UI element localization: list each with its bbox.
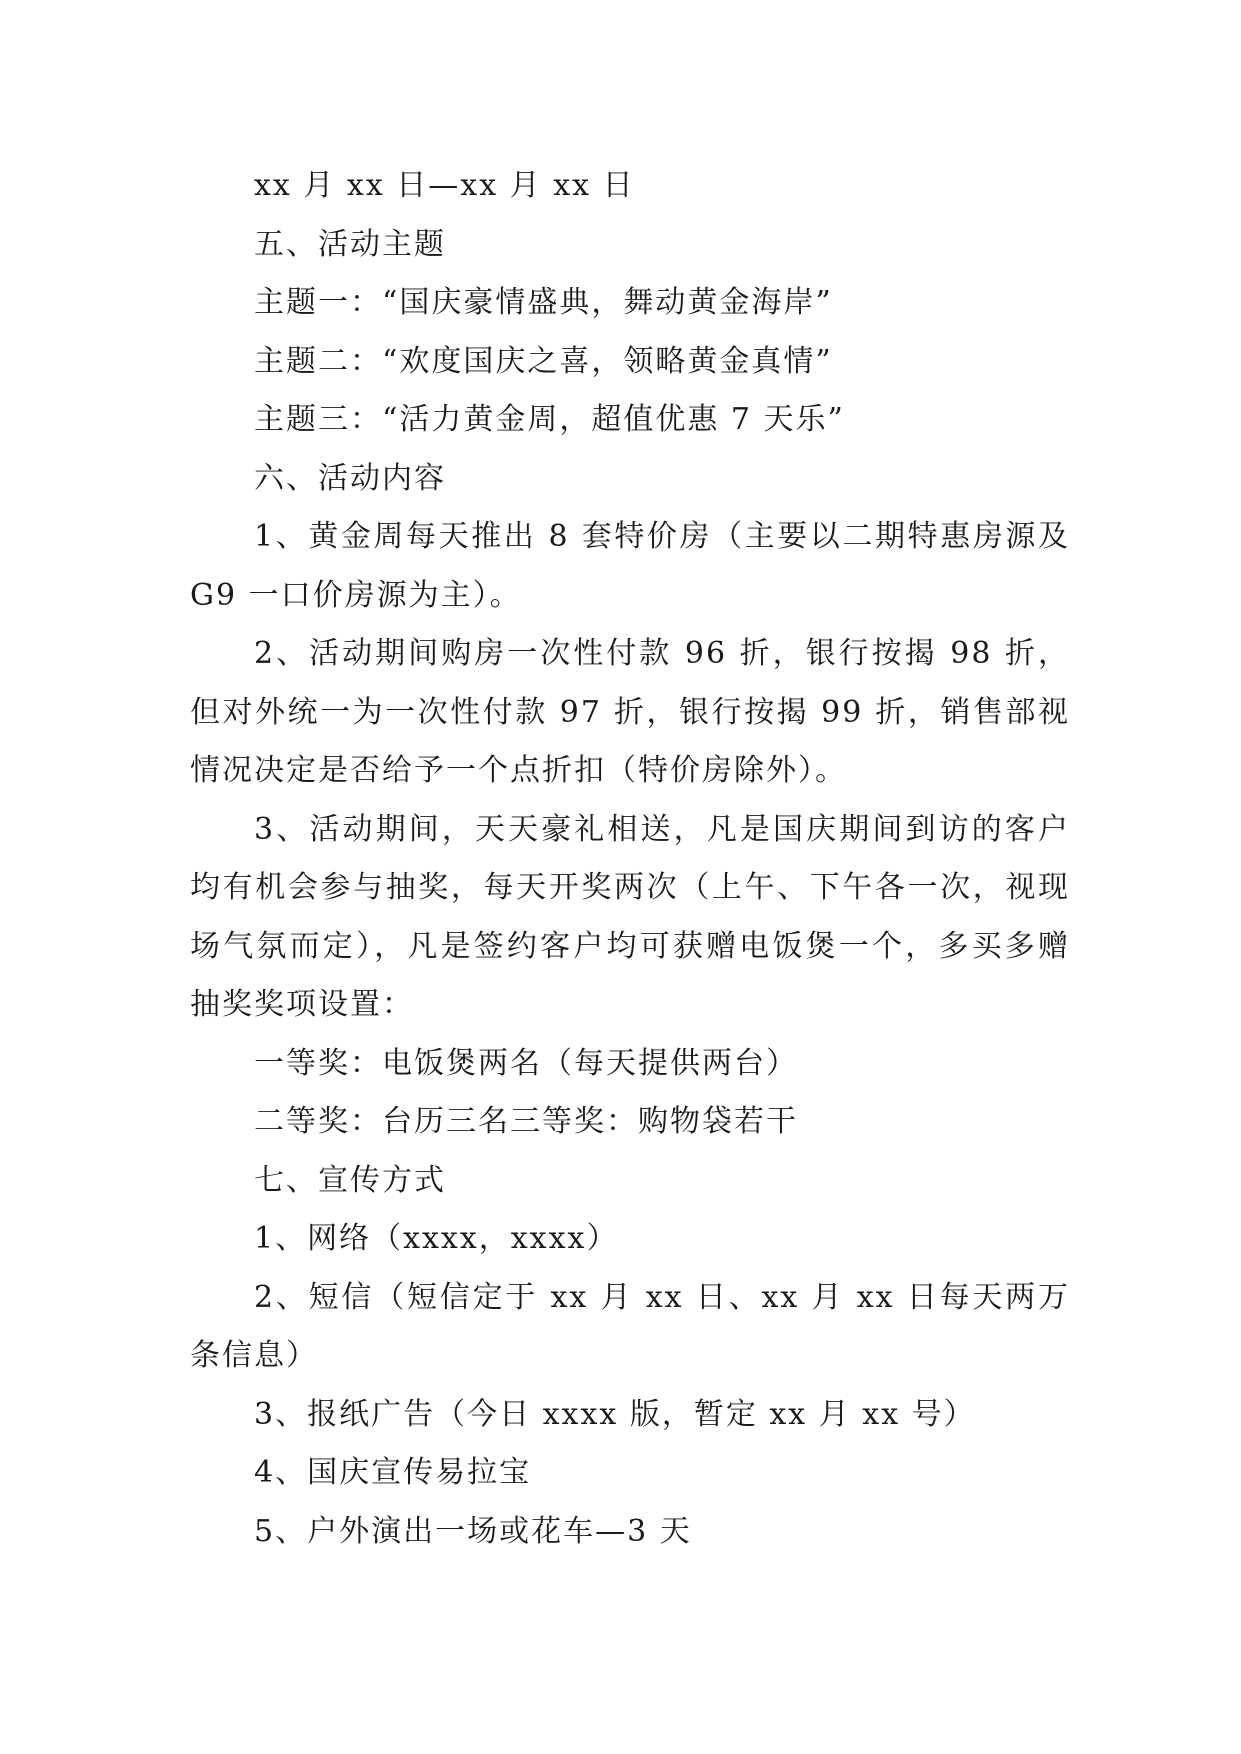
theme-two: 主题二：“欢度国庆之喜，领略黄金真情” [254, 343, 833, 379]
second-third-prize: 二等奖：台历三名三等奖：购物袋若干 [254, 1104, 798, 1139]
promotion-item-4: 4、国庆宣传易拉宝 [254, 1455, 532, 1490]
promotion-item-1: 1、网络（xxxx，xxxx） [254, 1221, 619, 1256]
section-heading-content: 六、活动内容 [254, 460, 446, 496]
promotion-item-3: 3、报纸广告（今日 xxxx 版，暂定 xx 月 xx 号） [254, 1396, 976, 1432]
content-item-3: 3、活动期间，天天豪礼相送，凡是国庆期间到访的客户均有机会参与抽奖，每天开奖两次（上午、下午各一次，视现场气氛而定），凡是签约客户均可获赠电饭煲一个，多买多赠抽奖奖项设置： [190, 811, 1070, 1022]
promotion-item-5: 5、户外演出一场或花车—3 天 [254, 1513, 692, 1549]
promotion-item-2: 2、短信（短信定于 xx 月 xx 日、xx 月 xx 日每天两万条信息） [190, 1279, 1070, 1373]
section-heading-theme: 五、活动主题 [254, 226, 446, 262]
content-item-2: 2、活动期间购房一次性付款 96 折，银行按揭 98 折，但对外统一为一次性付款 97 折，银行按揭 99 折，销售部视情况决定是否给予一个点折扣（特价房除外）。 [190, 636, 1070, 788]
section-heading-promotion: 七、宣传方式 [254, 1162, 446, 1198]
document-body [190, 157, 1070, 1561]
first-prize: 一等奖：电饭煲两名（每天提供两台） [254, 1045, 798, 1081]
theme-three: 主题三：“活力黄金周，超值优惠 7 天乐” [254, 402, 845, 437]
content-item-1: 1、黄金周每天推出 8 套特价房（主要以二期特惠房源及 G9 一口价房源为主）。 [190, 519, 1070, 613]
activity-date-range: xx 月 xx 日—xx 月 xx 日 [254, 168, 635, 203]
theme-one: 主题一：“国庆豪情盛典，舞动黄金海岸” [254, 285, 833, 320]
